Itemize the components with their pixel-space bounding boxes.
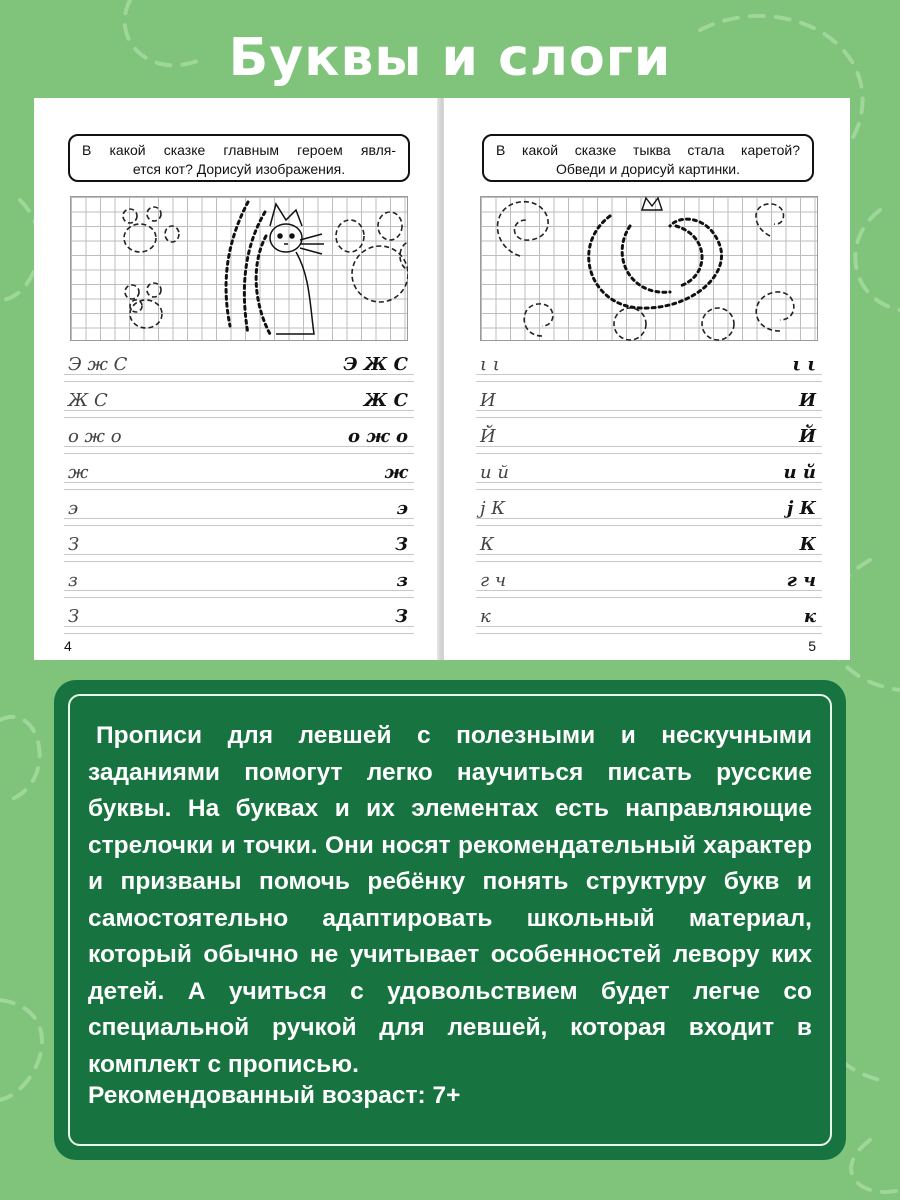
description-text: Прописи для левшей с полезными и нескучными заданиями помогут легко научиться писать русские буквы. На буквах и их элементах есть направляющие стрелочки и точки. Они носят рекомендательный характер и призваны помочь ребёнку понять структуру букв и самостоятельно адаптировать школьный материал, который обычно не учитывает особенностей левору ких детей. А учиться с удовольствием будет легче со специальной ручкой для левшей, которая входит в комплект с прописью. [88, 722, 812, 1078]
letter-sample: э [68, 498, 79, 519]
page-number: 5 [808, 638, 816, 654]
writing-row [476, 600, 822, 636]
page-title: Буквы и слоги [228, 28, 672, 88]
left-page [34, 98, 440, 660]
description-panel [54, 680, 846, 1160]
writing-row [64, 456, 414, 492]
question-box [68, 134, 410, 182]
letter-trace: З [395, 606, 408, 627]
letter-trace: з [396, 570, 408, 591]
letter-sample: и й [480, 462, 509, 483]
page-number: 4 [64, 638, 72, 654]
letter-sample: ј К [480, 498, 506, 519]
writing-row [476, 528, 822, 564]
writing-row [64, 348, 414, 384]
letter-trace: э [396, 498, 408, 519]
letter-sample: Э ж С [68, 354, 128, 375]
writing-row [64, 384, 414, 420]
letter-sample: З [68, 534, 80, 555]
question-line: В какой сказке главным героем явля- [82, 142, 396, 158]
letter-sample: К [480, 534, 494, 555]
writing-row [476, 384, 822, 420]
letter-sample: Й [480, 426, 496, 447]
letter-trace: Ж С [363, 390, 408, 411]
letter-trace: ј К [786, 498, 816, 519]
letter-sample: И [480, 390, 496, 411]
letter-trace: К [799, 534, 816, 555]
letter-trace: Э Ж С [343, 354, 408, 375]
pumpkin-carriage-drawing [480, 196, 818, 341]
writing-row [476, 492, 822, 528]
letter-trace: ж [384, 462, 408, 483]
letter-sample: к [480, 606, 491, 627]
letter-sample: ι ι [480, 354, 500, 375]
question-line: Обведи и дорисуй картинки. [555, 161, 741, 177]
question-box [482, 134, 814, 182]
letter-sample: З [68, 606, 80, 627]
letter-sample: о ж о [68, 426, 122, 447]
letter-trace: о ж о [347, 426, 408, 447]
writing-lines [476, 348, 822, 643]
writing-row [64, 564, 414, 600]
letter-sample: г ч [480, 570, 507, 591]
cat-drawing [70, 196, 408, 341]
writing-row [476, 420, 822, 456]
letter-sample: ж [68, 462, 89, 483]
letter-sample: Ж С [68, 390, 108, 411]
letter-trace: И [798, 390, 816, 411]
writing-lines [64, 348, 414, 643]
writing-row [476, 456, 822, 492]
letter-trace: З [395, 534, 408, 555]
letter-trace: Й [798, 426, 816, 447]
writing-row [64, 528, 414, 564]
letter-trace: к [803, 606, 816, 627]
age-recommendation: Рекомендованный возраст: 7+ [88, 1082, 461, 1109]
writing-row [64, 420, 414, 456]
right-page [444, 98, 850, 660]
letter-trace: г ч [786, 570, 816, 591]
writing-row [476, 564, 822, 600]
open-workbook [34, 98, 864, 660]
writing-row [476, 348, 822, 384]
letter-sample: з [68, 570, 78, 591]
letter-trace: ι ι [792, 354, 816, 375]
writing-row [64, 492, 414, 528]
question-line: В какой сказке тыква стала каретой? [496, 142, 800, 158]
question-line: ется кот? Дорисуй изображения. [132, 161, 346, 177]
letter-trace: и й [783, 462, 816, 483]
writing-row [64, 600, 414, 636]
